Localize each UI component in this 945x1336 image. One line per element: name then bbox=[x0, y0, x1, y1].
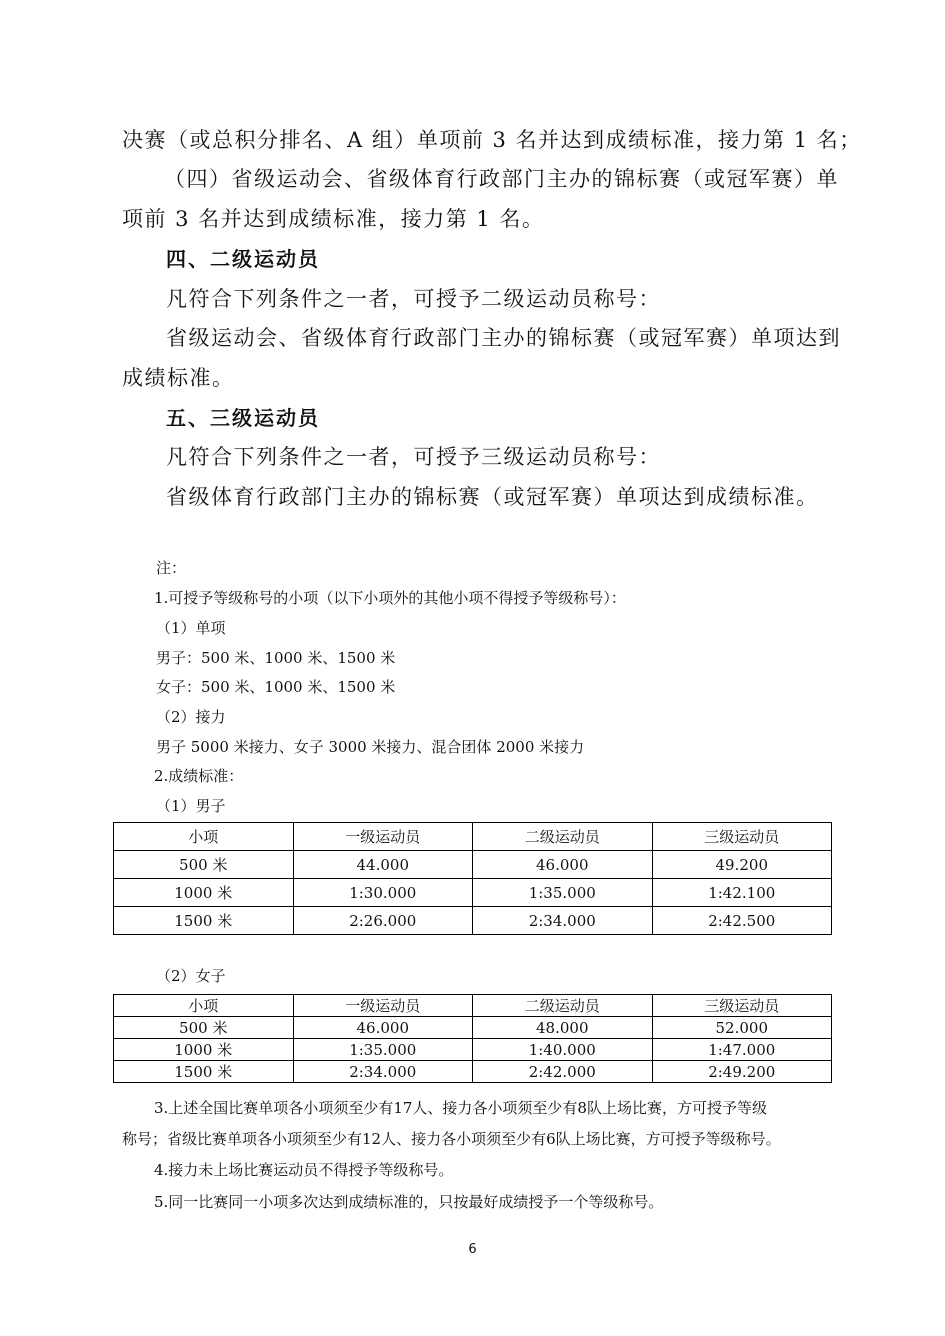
table-header-cell: 三级运动员 bbox=[652, 823, 832, 851]
table-cell: 46.000 bbox=[293, 1017, 473, 1039]
table-cell: 1:40.000 bbox=[473, 1039, 653, 1061]
table-cell: 48.000 bbox=[473, 1017, 653, 1039]
table-header-cell: 二级运动员 bbox=[473, 823, 653, 851]
table-cell: 2:42.500 bbox=[652, 907, 832, 935]
table-row bbox=[114, 1017, 832, 1039]
paragraph-line: 省级运动会、省级体育行政部门主办的锦标赛（或冠军赛）单项达到 bbox=[166, 326, 841, 350]
paragraph-line: 项前 3 名并达到成绩标准，接力第 1 名。 bbox=[122, 207, 545, 231]
paragraph-line: 成绩标准。 bbox=[122, 366, 235, 390]
table-header-cell: 二级运动员 bbox=[473, 995, 653, 1017]
note-line: 1.可授予等级称号的小项（以下小项外的其他小项不得授予等级称号）： bbox=[154, 589, 626, 607]
table-cell: 1:30.000 bbox=[293, 879, 473, 907]
note-line: 女子：500 米、1000 米、1500 米 bbox=[156, 678, 396, 696]
table-caption-women: （2）女子 bbox=[156, 967, 226, 985]
table-cell: 49.200 bbox=[652, 851, 832, 879]
table-cell: 2:34.000 bbox=[293, 1061, 473, 1083]
table-cell: 1500 米 bbox=[114, 907, 294, 935]
table-cell: 1000 米 bbox=[114, 879, 294, 907]
table-row bbox=[114, 1061, 832, 1083]
table-cell: 46.000 bbox=[473, 851, 653, 879]
section-heading: 四、二级运动员 bbox=[166, 247, 320, 271]
notes-title: 注： bbox=[156, 559, 187, 577]
table-header-row bbox=[114, 995, 832, 1017]
table-header-row bbox=[114, 823, 832, 851]
table-cell: 2:42.000 bbox=[473, 1061, 653, 1083]
note-line: 4.接力未上场比赛运动员不得授予等级称号。 bbox=[154, 1161, 454, 1179]
note-line: 5.同一比赛同一小项多次达到成绩标准的，只按最好成绩授予一个等级称号。 bbox=[154, 1193, 664, 1211]
men-standards-table bbox=[113, 822, 832, 935]
note-line: （1）单项 bbox=[156, 619, 226, 637]
note-line: （2）接力 bbox=[156, 708, 226, 726]
women-standards-table bbox=[113, 994, 832, 1083]
table-cell: 2:26.000 bbox=[293, 907, 473, 935]
paragraph-line: 凡符合下列条件之一者，可授予二级运动员称号： bbox=[166, 287, 661, 311]
table-cell: 52.000 bbox=[652, 1017, 832, 1039]
table-cell: 1000 米 bbox=[114, 1039, 294, 1061]
table-header-cell: 小项 bbox=[114, 823, 294, 851]
table-cell: 500 米 bbox=[114, 851, 294, 879]
table-header-cell: 一级运动员 bbox=[293, 995, 473, 1017]
table-row bbox=[114, 1039, 832, 1061]
paragraph-line: （四）省级运动会、省级体育行政部门主办的锦标赛（或冠军赛）单 bbox=[164, 167, 839, 191]
table-cell: 1:35.000 bbox=[293, 1039, 473, 1061]
table-cell: 1:42.100 bbox=[652, 879, 832, 907]
table-cell: 1:35.000 bbox=[473, 879, 653, 907]
paragraph-line: 凡符合下列条件之一者，可授予三级运动员称号： bbox=[166, 445, 661, 469]
note-line: 男子 5000 米接力、女子 3000 米接力、混合团体 2000 米接力 bbox=[156, 738, 585, 756]
section-heading: 五、三级运动员 bbox=[166, 406, 320, 430]
table-cell: 2:34.000 bbox=[473, 907, 653, 935]
note-line: 称号；省级比赛单项各小项须至少有12人、接力各小项须至少有6队上场比赛，方可授予等级称号。 bbox=[122, 1130, 781, 1148]
table-cell: 2:49.200 bbox=[652, 1061, 832, 1083]
page-number: 6 bbox=[468, 1242, 477, 1257]
table-row bbox=[114, 879, 832, 907]
table-header-cell: 一级运动员 bbox=[293, 823, 473, 851]
paragraph-line: 决赛（或总积分排名、A 组）单项前 3 名并达到成绩标准，接力第 1 名； bbox=[122, 128, 862, 152]
table-header-cell: 小项 bbox=[114, 995, 294, 1017]
table-cell: 1:47.000 bbox=[652, 1039, 832, 1061]
table-cell: 44.000 bbox=[293, 851, 473, 879]
table-caption-men: （1）男子 bbox=[156, 797, 226, 815]
table-row bbox=[114, 851, 832, 879]
paragraph-line: 省级体育行政部门主办的锦标赛（或冠军赛）单项达到成绩标准。 bbox=[166, 485, 819, 509]
note-line: 2.成绩标准： bbox=[154, 767, 244, 785]
table-cell: 500 米 bbox=[114, 1017, 294, 1039]
table-header-cell: 三级运动员 bbox=[652, 995, 832, 1017]
note-line: 3.上述全国比赛单项各小项须至少有17人、接力各小项须至少有8队上场比赛，方可授予等级 bbox=[154, 1099, 767, 1117]
note-line: 男子：500 米、1000 米、1500 米 bbox=[156, 649, 396, 667]
table-cell: 1500 米 bbox=[114, 1061, 294, 1083]
table-row bbox=[114, 907, 832, 935]
